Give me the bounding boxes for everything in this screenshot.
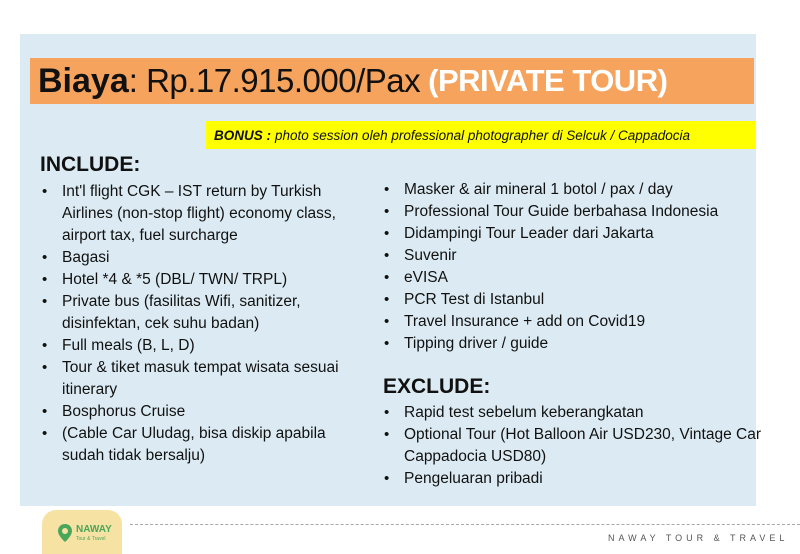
exclude-title: EXCLUDE:: [383, 375, 491, 398]
logo-name: NAWAY: [76, 524, 112, 535]
list-item: • Tipping driver / guide: [382, 333, 762, 355]
footer-brand: NAWAY TOUR & TRAVEL: [608, 533, 789, 543]
list-item: • Masker & air mineral 1 botol / pax / day: [382, 179, 762, 201]
price-value: : Rp.17.915.000/Pax: [128, 62, 421, 99]
logo-tagline: Tour & Travel: [76, 536, 106, 542]
list-item: • Full meals (B, L, D): [40, 335, 360, 357]
exclude-list: [382, 402, 767, 490]
list-item: • Bagasi: [40, 247, 360, 269]
naway-logo: [42, 510, 122, 554]
footer-divider: [130, 524, 800, 525]
list-item: • Hotel *4 & *5 (DBL/ TWN/ TRPL): [40, 269, 360, 291]
list-item: • Int'l flight CGK – IST return by Turkish Airlines (non-stop flight) economy class, airport tax, fuel surcharge: [40, 181, 360, 247]
map-pin-icon: [58, 524, 72, 542]
include-title: INCLUDE:: [40, 153, 141, 176]
list-item: • (Cable Car Uludag, bisa diskip apabila sudah tidak bersalju): [40, 423, 360, 467]
list-item: • Travel Insurance + add on Covid19: [382, 311, 762, 333]
include-list-left: [40, 181, 360, 467]
list-item: • eVISA: [382, 267, 762, 289]
price-banner: [30, 58, 754, 104]
list-item: • Pengeluaran pribadi: [382, 468, 767, 490]
list-item: • Tour & tiket masuk tempat wisata sesuai itinerary: [40, 357, 360, 401]
bonus-label: BONUS :: [214, 127, 271, 143]
list-item: • Private bus (fasilitas Wifi, sanitizer, disinfektan, cek suhu badan): [40, 291, 360, 335]
list-item: • Suvenir: [382, 245, 762, 267]
list-item: • Optional Tour (Hot Balloon Air USD230, Vintage Car Cappadocia USD80): [382, 424, 767, 468]
list-item: • Rapid test sebelum keberangkatan: [382, 402, 767, 424]
bonus-box: [206, 121, 755, 149]
list-item: • Didampingi Tour Leader dari Jakarta: [382, 223, 762, 245]
private-tour-tag: (PRIVATE TOUR): [428, 63, 668, 98]
bonus-text: photo session oleh professional photographer di Selcuk / Cappadocia: [275, 127, 691, 143]
list-item: • Professional Tour Guide berbahasa Indonesia: [382, 201, 762, 223]
price-label: Biaya: [38, 61, 129, 100]
list-item: • Bosphorus Cruise: [40, 401, 360, 423]
list-item: • PCR Test di Istanbul: [382, 289, 762, 311]
include-list-right: [382, 179, 762, 355]
